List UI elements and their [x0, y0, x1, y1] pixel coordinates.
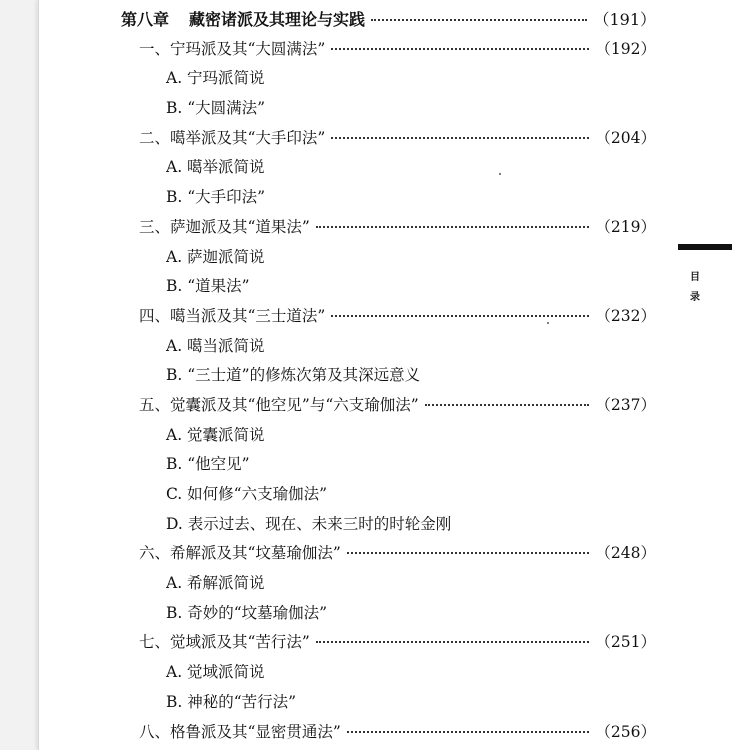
subsection-title: A. 噶当派简说 — [166, 336, 265, 355]
side-label-char: 录 — [690, 292, 700, 303]
subsection-title: B. 神秘的“苦行法” — [166, 692, 297, 711]
toc-section-row — [121, 539, 656, 569]
toc-subsection-row — [121, 64, 656, 94]
toc-section-row — [121, 302, 656, 332]
chapter-number: 第八章 — [121, 10, 170, 29]
print-speck — [547, 322, 549, 324]
section-title: 一、宁玛派及其“大圆满法” — [139, 39, 326, 58]
dot-leader — [347, 551, 590, 554]
section-page-number: （232） — [595, 306, 656, 325]
toc-section-row — [121, 35, 656, 65]
side-label — [689, 268, 701, 308]
section-page-number: （251） — [595, 633, 656, 652]
toc-section-row — [121, 213, 656, 243]
section-title: 三、萨迦派及其“道果法” — [139, 217, 310, 236]
toc-subsection-row — [121, 153, 656, 183]
toc-entries — [121, 35, 656, 748]
subsection-title: A. 觉囊派简说 — [166, 425, 265, 444]
subsection-title: B. “三士道”的修炼次第及其深远意义 — [166, 366, 421, 385]
toc-subsection-row — [121, 450, 656, 480]
section-page-number: （237） — [595, 395, 656, 414]
dot-leader — [331, 314, 589, 317]
chapter-page-number: （191） — [593, 10, 656, 29]
section-page-number: （219） — [595, 217, 656, 236]
dot-leader — [316, 640, 590, 643]
section-title: 七、觉域派及其“苦行法” — [139, 633, 310, 652]
toc-subsection-row — [121, 599, 656, 629]
dot-leader — [347, 730, 590, 733]
toc-section-row — [121, 718, 656, 748]
section-title: 四、噶当派及其“三士道法” — [139, 306, 326, 325]
side-label-char: 目 — [690, 272, 700, 283]
subsection-title: B. “大手印法” — [166, 188, 266, 207]
section-page-number: （256） — [595, 722, 656, 741]
section-page-number: （248） — [595, 544, 656, 563]
section-title: 五、觉囊派及其“他空见”与“六支瑜伽法” — [139, 395, 419, 414]
section-title: 六、希解派及其“坟墓瑜伽法” — [139, 544, 341, 563]
subsection-title: A. 宁玛派简说 — [166, 69, 265, 88]
dot-leader — [371, 18, 587, 21]
section-page-number: （192） — [595, 39, 656, 58]
toc-subsection-row — [121, 480, 656, 510]
side-tab-bar — [678, 244, 732, 250]
dot-leader — [331, 136, 589, 139]
toc-section-row — [121, 628, 656, 658]
subsection-title: A. 希解派简说 — [166, 574, 265, 593]
subsection-title: C. 如何修“六支瑜伽法” — [166, 485, 328, 503]
toc-subsection-row — [121, 569, 656, 599]
subsection-title: A. 觉域派简说 — [166, 663, 265, 682]
section-title: 八、格鲁派及其“显密贯通法” — [139, 722, 341, 741]
subsection-title: A. 萨迦派简说 — [166, 247, 265, 266]
subsection-title: D. 表示过去、现在、未来三时的时轮金刚 — [166, 514, 452, 533]
subsection-title: B. “大圆满法” — [166, 99, 266, 118]
toc-subsection-row — [121, 361, 656, 391]
toc-subsection-row — [121, 421, 656, 451]
toc-subsection-row — [121, 688, 656, 718]
toc-section-row — [121, 124, 656, 154]
book-page — [38, 0, 750, 750]
section-page-number: （204） — [595, 128, 656, 147]
subsection-title: B. “道果法” — [166, 277, 250, 296]
subsection-title: A. 噶举派简说 — [166, 158, 265, 177]
section-title: 二、噶举派及其“大手印法” — [139, 128, 326, 147]
toc-subsection-row — [121, 94, 656, 124]
chapter-title: 藏密诸派及其理论与实践 — [189, 10, 366, 29]
toc-chapter-row — [121, 5, 656, 35]
toc-subsection-row — [121, 272, 656, 302]
toc-subsection-row — [121, 658, 656, 688]
toc-subsection-row — [121, 183, 656, 213]
table-of-contents — [121, 5, 656, 747]
toc-subsection-row — [121, 332, 656, 362]
toc-subsection-row — [121, 243, 656, 273]
subsection-title: B. 奇妙的“坟墓瑜伽法” — [166, 603, 328, 622]
dot-leader — [316, 225, 590, 228]
subsection-title: B. “他空见” — [166, 455, 250, 474]
toc-section-row — [121, 391, 656, 421]
dot-leader — [425, 403, 590, 406]
toc-subsection-row — [121, 510, 656, 540]
dot-leader — [331, 47, 589, 50]
print-speck — [499, 173, 501, 175]
